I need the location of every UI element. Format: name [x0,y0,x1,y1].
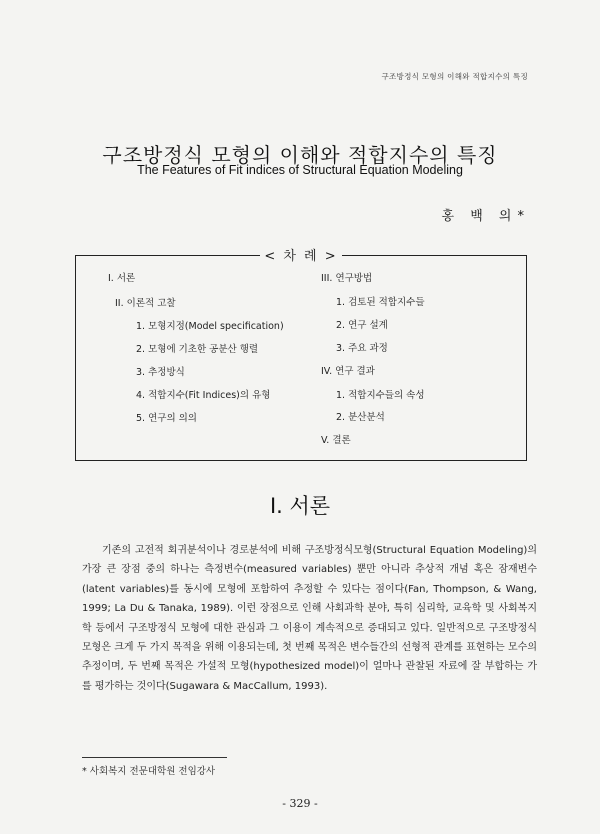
footnote-divider [82,757,227,758]
body-paragraph: 기존의 고전적 회귀분석이나 경로분석에 비해 구조방정식모형(Structural Equation Modeling)의 가장 큰 장점 중의 하나는 측정변수(measured variables) 뿐만 아니라 추상적 개념 혹은 잠재변수(latent variables)를 동시에 모형에 포함하여 추정할 수 있다는 점이다(Fan, Thompson, & Wang, 1999; La Du & Tanaka, 1989). 이런 장점으로 인해 사회과학 분야, 특히 심리학, 교육학 및 사회복지학 등에서 구조방정식 모형에 대한 관심과 그 이용이 계속적으로 증대되고 있다. 일반적으로 구조방정식모형은 크게 두 가지 목적을 위해 이용되는데, 첫 번째 목적은 변수들간의 선형적 관계를 표현하는 모수의 추정이며, 두 번째 목적은 가설적 모형(hypothesized model)이 얼마나 관찰된 자료에 잘 부합하는 가를 평가하는 것이다(Sugawara & MacCallum, 1993). [82,545,537,692]
toc-item: II. 이론적 고찰 [115,298,176,309]
toc-item: 1. 적합지수들의 속성 [336,390,425,401]
toc-heading-wrap [75,245,527,264]
toc-item: III. 연구방법 [321,273,373,284]
toc-item: I. 서론 [108,273,136,284]
toc-item: 2. 연구 설계 [336,320,388,331]
toc-item: V. 결론 [321,435,351,446]
footnote: * 사회복지 전문대학원 전임강사 [82,766,216,777]
title-korean: 구조방정식 모형의 이해와 적합지수의 특징 [102,143,498,167]
running-header: 구조방정식 모형의 이해와 적합지수의 특징 [381,72,528,81]
toc-item: 2. 모형에 기초한 공분산 행렬 [136,344,259,355]
toc-item: 3. 추정방식 [136,367,185,378]
toc-heading: < 차 례 > [260,245,341,264]
toc-item: 3. 주요 과정 [336,343,388,354]
title-english: The Features of Fit indices of Structural Equation Modeling [137,163,463,177]
toc-item: 5. 연구의 의의 [136,413,197,424]
table-of-contents-box [75,255,527,461]
toc-item: IV. 연구 결과 [321,366,375,377]
section-heading: I. 서론 [269,494,331,518]
author-name: 홍 백 의* [441,209,530,224]
toc-item: 1. 검토된 적합지수들 [336,297,425,308]
toc-item: 4. 적합지수(Fit Indices)의 유형 [136,390,271,401]
page-number: - 329 - [282,797,318,810]
toc-item: 2. 분산분석 [336,412,385,423]
toc-item: 1. 모형지정(Model specification) [136,321,284,332]
